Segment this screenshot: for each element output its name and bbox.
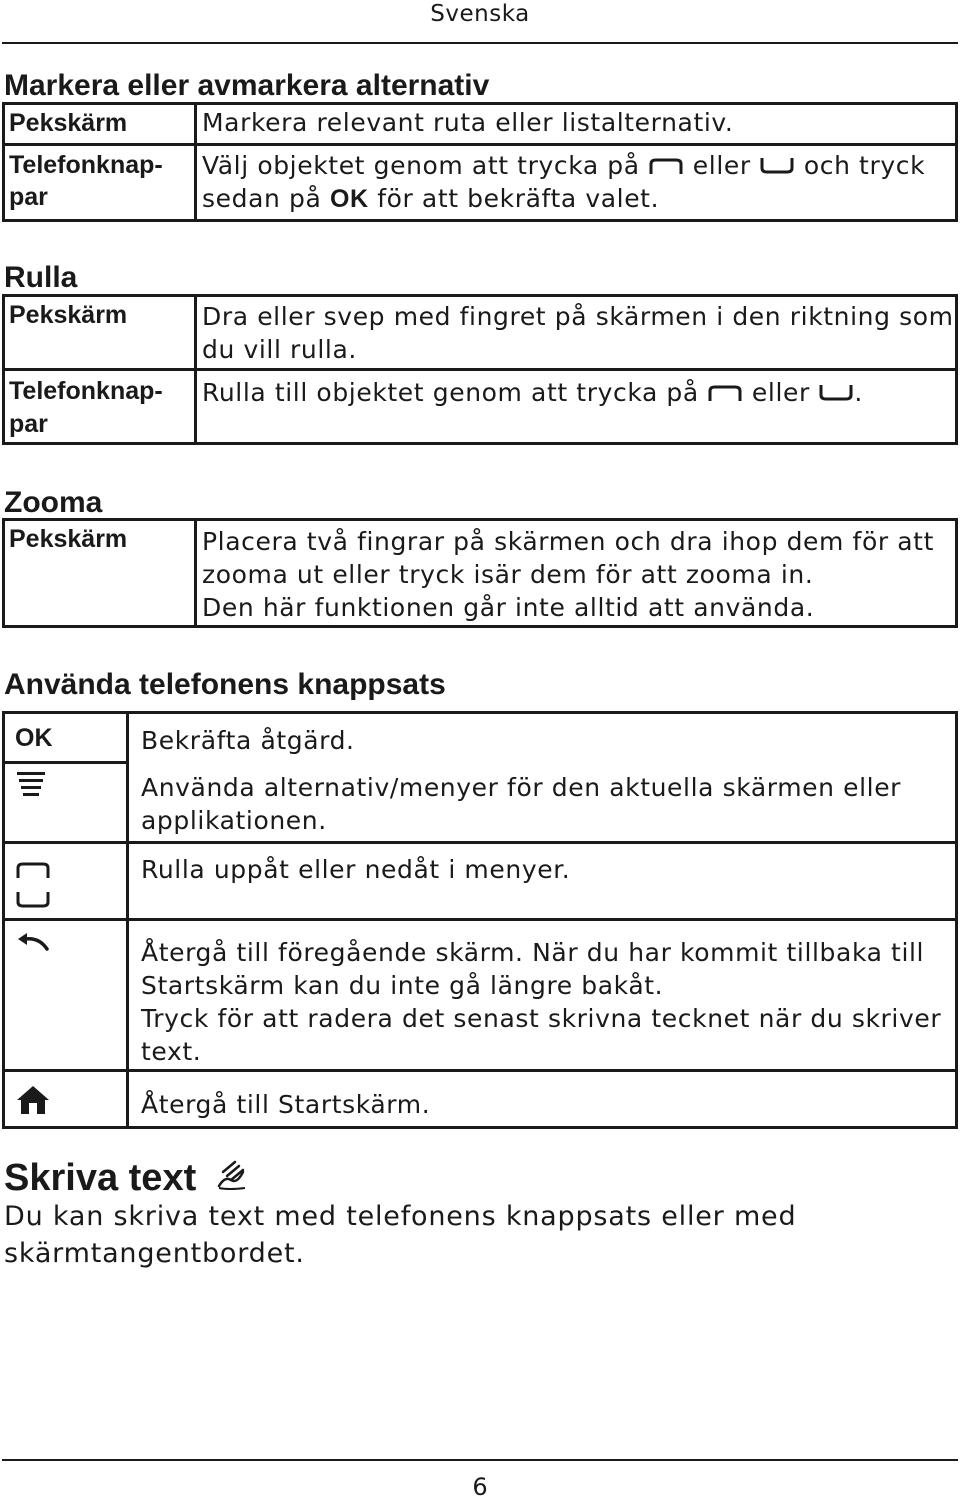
select-touch-label: Pekskärm	[9, 109, 128, 137]
section-title-zoom: Zooma	[4, 486, 103, 519]
section-title-select: Markera eller avmarkera alternativ	[4, 69, 490, 102]
page-number: 6	[472, 1473, 488, 1501]
select-keys-text-line2	[202, 182, 659, 216]
zoom-line3: Den här funktionen går inte alltid att använda.	[202, 593, 815, 622]
write-title-text: Skriva text	[4, 1157, 197, 1199]
scroll-touch-line2: du vill rulla.	[202, 335, 357, 364]
select-keys-text-line1	[202, 149, 925, 184]
scroll-keys-label-1: Telefonknap-	[9, 377, 163, 405]
section-title-scroll: Rulla	[4, 261, 78, 294]
scroll-keys-text	[202, 376, 863, 411]
select-keys-text-line2-a: sedan på	[202, 184, 322, 213]
ok-key-label: OK	[329, 185, 369, 213]
select-keys-label-1: Telefonknap-	[9, 151, 163, 179]
select-keys-text-b: eller	[692, 151, 751, 180]
nav-up-key-icon	[648, 151, 684, 184]
ok-key-symbol: OK	[15, 724, 53, 752]
select-table	[2, 102, 958, 222]
menu-key-line1: Använda alternativ/menyer för den aktuella skärmen eller	[141, 773, 902, 802]
back-key-line2: Startskärm kan du inte gå längre bakåt.	[141, 971, 664, 1000]
back-key-line1: Återgå till föregående skärm. När du har kommit tillbaka till	[141, 938, 925, 967]
scroll-keys-label-2: par	[9, 410, 48, 438]
scroll-keys-text-c: .	[854, 378, 863, 407]
nav-down-key-icon	[759, 151, 795, 184]
nav-up-key-icon	[15, 860, 51, 884]
nav-down-key-icon	[15, 890, 51, 914]
keypad-table	[2, 711, 958, 1129]
write-line1: Du kan skriva text med telefonens knappsats eller med	[4, 1201, 797, 1232]
scroll-keys-text-a: Rulla till objektet genom att trycka på	[202, 378, 699, 407]
back-icon	[15, 931, 51, 961]
home-icon	[15, 1084, 51, 1120]
handwriting-icon	[215, 1158, 251, 1202]
back-key-line4: text.	[141, 1037, 202, 1066]
scroll-keys-text-b: eller	[751, 378, 810, 407]
nav-key-text: Rulla uppåt eller nedåt i menyer.	[141, 855, 571, 884]
nav-down-key-icon	[818, 378, 854, 411]
select-keys-label-2: par	[9, 183, 48, 211]
select-keys-text-a: Välj objektet genom att trycka på	[202, 151, 640, 180]
select-keys-text-line2-b: för att bekräfta valet.	[377, 184, 660, 213]
zoom-touch-label: Pekskärm	[9, 525, 128, 553]
back-key-line3: Tryck för att radera det senast skrivna tecknet när du skriver	[141, 1004, 942, 1033]
select-touch-text: Markera relevant ruta eller listalternativ.	[202, 108, 734, 137]
running-header: Svenska	[430, 1, 530, 27]
ok-key-text: Bekräfta åtgärd.	[141, 726, 355, 755]
scroll-table	[2, 294, 958, 445]
select-keys-text-c: och tryck	[803, 151, 926, 180]
write-intro	[4, 1198, 796, 1272]
menu-key-line2: applikationen.	[141, 806, 327, 835]
footer-rule	[2, 1459, 958, 1461]
zoom-line1: Placera två fingrar på skärmen och dra ihop dem för att	[202, 527, 934, 556]
section-title-keypad: Använda telefonens knappsats	[4, 668, 446, 701]
zoom-table	[2, 518, 958, 628]
scroll-touch-line1: Dra eller svep med fingret på skärmen i den riktning som	[202, 302, 954, 331]
zoom-line2: zooma ut eller tryck isär dem för att zooma in.	[202, 560, 814, 589]
write-line2: skärmtangentbordet.	[4, 1238, 305, 1269]
menu-icon	[15, 770, 47, 802]
home-key-text: Återgå till Startskärm.	[141, 1090, 431, 1119]
section-title-write	[4, 1156, 251, 1202]
scroll-touch-label: Pekskärm	[9, 301, 128, 329]
header-rule	[2, 42, 958, 44]
nav-up-key-icon	[707, 378, 743, 411]
